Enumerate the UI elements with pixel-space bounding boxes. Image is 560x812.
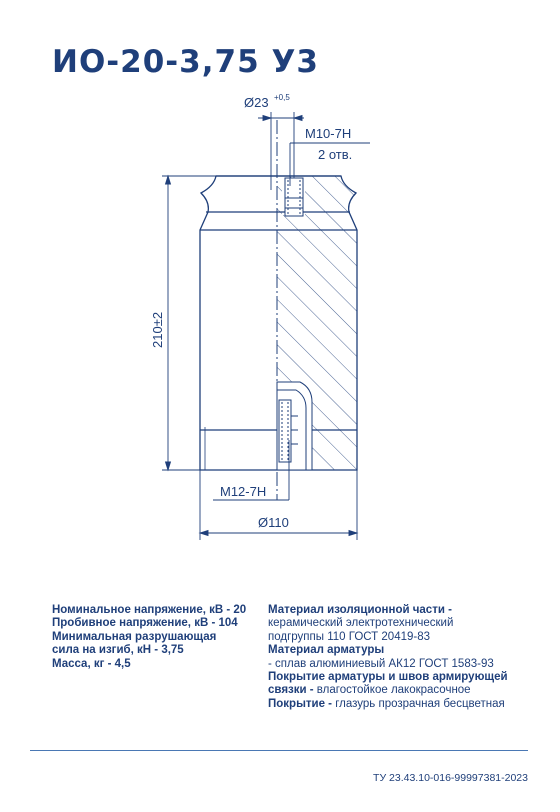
spec-line: керамический электротехнический <box>268 617 454 630</box>
spec-line: Покрытие арматуры и швов армирующей <box>268 671 508 684</box>
specs-electrical <box>52 604 257 671</box>
spec-line: сила на изгиб, кН - 3,75 <box>52 644 184 657</box>
base-diameter-label: Ø110 <box>258 515 289 530</box>
top-thread-hole <box>285 178 303 216</box>
spec-line: подгруппы 110 ГОСТ 20419-83 <box>268 630 431 643</box>
spec-line: Пробивное напряжение, кВ - 104 <box>52 617 238 630</box>
spec-line: Материал изоляционной части - <box>268 604 452 616</box>
bottom-thread-label: M12-7H <box>220 484 267 499</box>
spec-line: Материал арматуры <box>268 644 385 657</box>
bottom-fitting <box>277 382 312 470</box>
spec-standard-code: ТУ 23.43.10-016-99997381-2023 <box>373 772 528 784</box>
spec-line: Минимальная разрушающая <box>52 630 217 643</box>
height-label: 210±2 <box>150 311 165 348</box>
top-diameter-label: Ø23 <box>244 95 269 110</box>
top-thread-label: M10-7H <box>305 126 352 141</box>
spec-line: - сплав алюминиевый АК12 ГОСТ 1583-93 <box>268 657 494 670</box>
footer-divider <box>30 750 528 751</box>
spec-line: Покрытие - глазурь прозрачная бесцветная <box>268 697 505 710</box>
spec-line: Масса, кг - 4,5 <box>52 657 131 670</box>
spec-line: Номинальное напряжение, кВ - 20 <box>52 604 247 616</box>
product-title: ИО-20-3,75 У3 <box>52 44 319 80</box>
dim-height <box>162 176 218 470</box>
top-holes-label: 2 отв. <box>318 147 353 162</box>
specs-materials <box>268 604 528 711</box>
spec-line: связки - влагостойкое лакокрасочное <box>268 684 471 697</box>
top-diameter-tolerance: +0,5 <box>274 93 290 102</box>
